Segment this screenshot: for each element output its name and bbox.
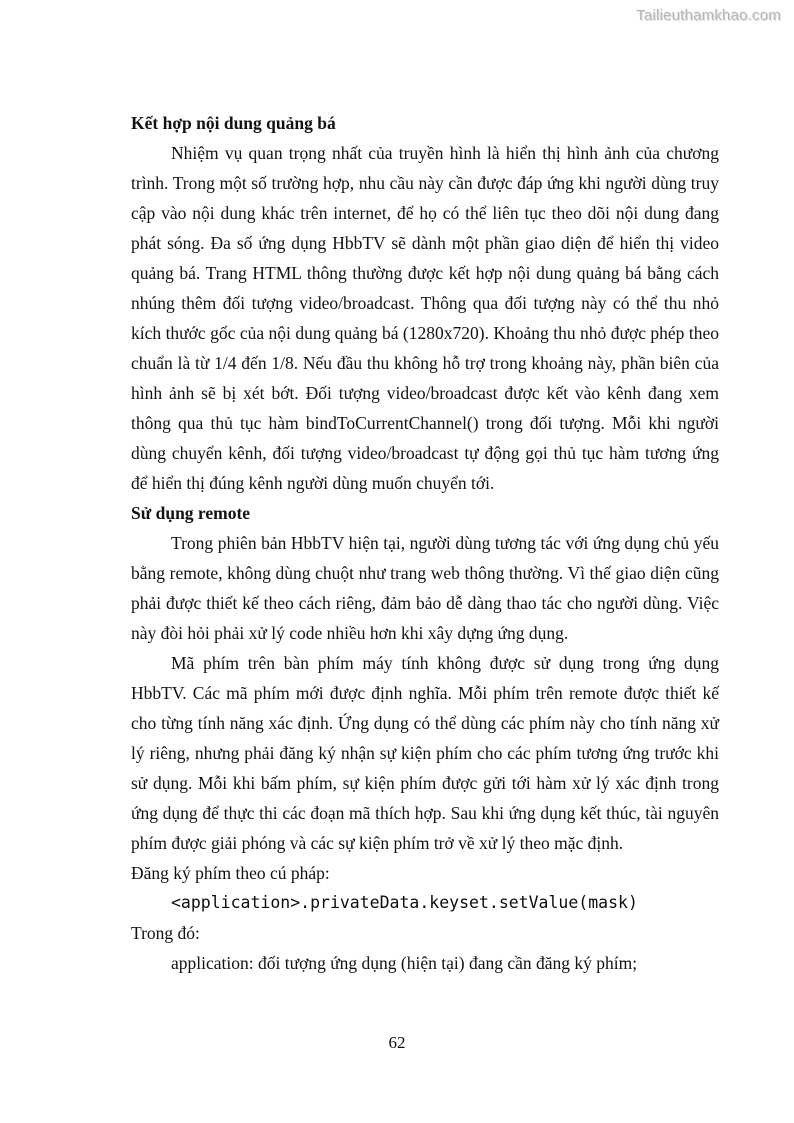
section-heading-broadcast-content: Kết hợp nội dung quảng bá: [131, 113, 336, 133]
paragraph-trong-do: Trong đó:: [131, 923, 200, 943]
page-content: [131, 108, 719, 978]
paragraph-application-definition: application: đối tượng ứng dụng (hiện tại) đang cần đăng ký phím;: [171, 953, 638, 973]
code-keyset-setvalue: <application>.privateData.keyset.setValue(mask): [171, 893, 638, 912]
paragraph-syntax-intro: Đăng ký phím theo cú pháp:: [131, 863, 330, 883]
paragraph-broadcast-content: Nhiệm vụ quan trọng nhất của truyền hình là hiển thị hình ảnh của chương trình. Trong một số trường hợp, nhu cầu này cần được đáp ứng khi người dùng truy cập vào nội dung khác trên internet, để họ có thể liên tục theo dõi nội dung đang phát sóng. Đa số ứng dụng HbbTV sẽ dành một phần giao diện để hiển thị video quảng bá. Trang HTML thông thường được kết hợp nội dung quảng bá bằng cách nhúng thêm đối tượng video/broadcast. Thông qua đối tượng này có thể thu nhỏ kích thước gốc của nội dung quảng bá (1280x720). Khoảng thu nhỏ được phép theo chuẩn là từ 1/4 đến 1/8. Nếu đầu thu không hỗ trợ trong khoảng này, phần biên của hình ảnh sẽ bị xét bớt. Đối tượng video/broadcast được kết vào kênh đang xem thông qua thủ tục hàm bindToCurrentChannel() trong đối tượng. Mỗi khi người dùng chuyển kênh, đối tượng video/broadcast tự động gọi thủ tục hàm tương ứng để hiển thị đúng kênh người dùng muốn chuyển tới.: [131, 143, 719, 493]
page-number: 62: [388, 1033, 406, 1052]
paragraph-remote-interaction: Trong phiên bản HbbTV hiện tại, người dùng tương tác với ứng dụng chủ yếu bằng remote, không dùng chuột như trang web thông thường. Vì thế giao diện cũng phải được thiết kế theo cách riêng, đảm bảo dễ dàng thao tác cho người dùng. Việc này đòi hỏi phải xử lý code nhiều hơn khi xây dựng ứng dụng.: [131, 533, 719, 643]
paragraph-key-codes: Mã phím trên bàn phím máy tính không được sử dụng trong ứng dụng HbbTV. Các mã phím mới được định nghĩa. Mỗi phím trên remote được thiết kế cho từng tính năng xác định. Ứng dụng có thể dùng các phím này cho tính năng xử lý riêng, nhưng phải đăng ký nhận sự kiện phím cho các phím tương ứng trước khi sử dụng. Mỗi khi bấm phím, sự kiện phím được gửi tới hàm xử lý xác định trong ứng dụng để thực thi các đoạn mã thích hợp. Sau khi ứng dụng kết thúc, tài nguyên phím được giải phóng và các sự kiện phím trở về xử lý theo mặc định.: [131, 653, 719, 853]
section-heading-remote: Sử dụng remote: [131, 503, 251, 523]
watermark: Tailieuthamkhao.com: [636, 7, 781, 24]
